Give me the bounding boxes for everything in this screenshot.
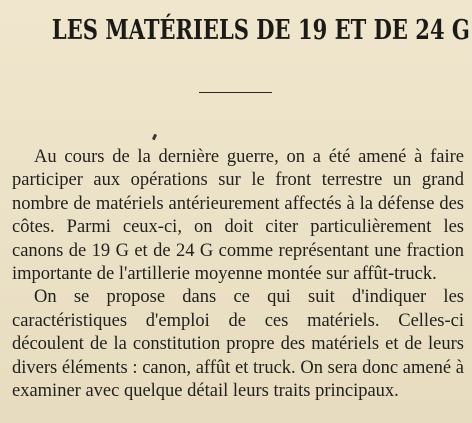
title-divider-rule — [199, 92, 272, 93]
ink-speck — [152, 134, 157, 141]
paragraph-2: On se propose dans ce qui suit d'indiquer les caractéristiques d'emploi de ces matériels. Celles-ci découlent de la constitution propre des matériels et de leurs divers éléments : canon, affût et truck. On sera donc amené à examiner avec quelque détail leurs traits principaux. — [12, 287, 464, 402]
article-body — [12, 146, 464, 403]
paragraph-1: Au cours de la dernière guerre, on a été amené à faire participer aux opérations sur le front terrestre un grand nombre de matériels antérieurement affectés à la défense des côtes. Parmi ceux-ci, on doit citer particulièrement les canons de 19 G et de 24 G comme représentant une fraction importante de l'artillerie moyenne montée sur affût-truck. — [12, 147, 464, 285]
article-title: LES MATÉRIELS DE 19 ET DE 24 G — [51, 15, 470, 46]
